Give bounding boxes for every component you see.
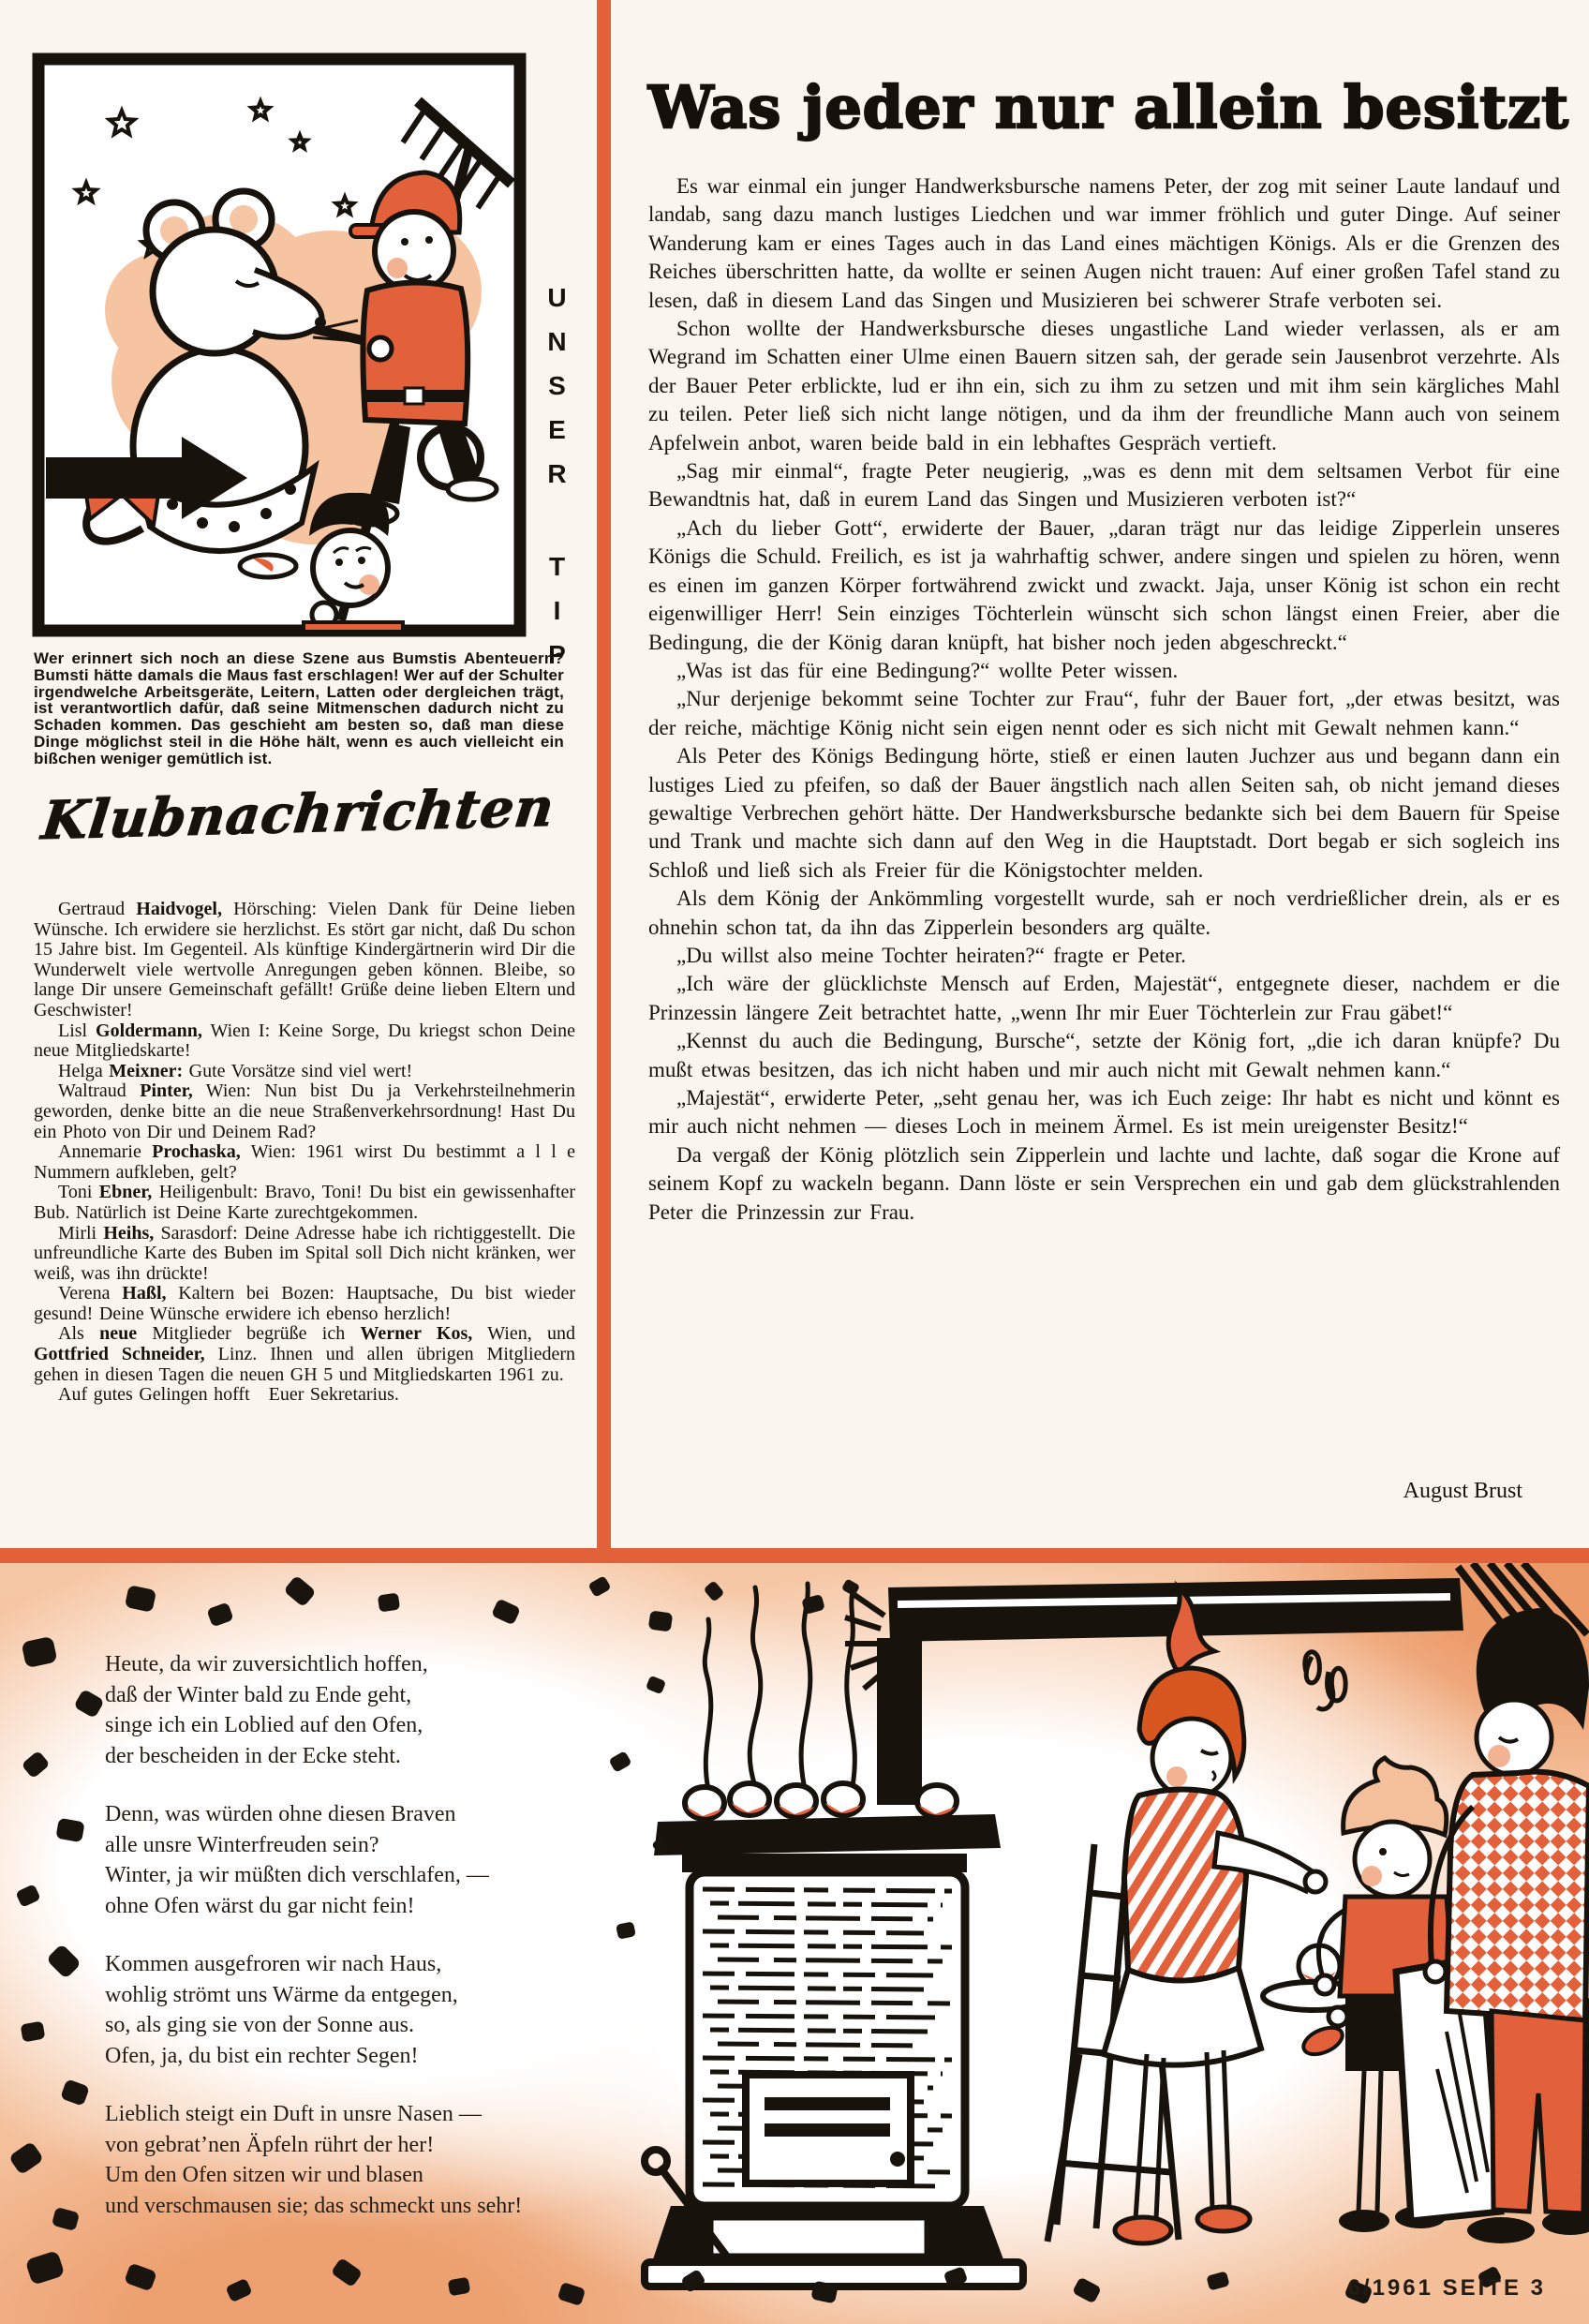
story-paragraph: Da vergaß der König plötzlich sein Zipperlein und lachte und lachte, daß sogar die Krone auf seinem Kopf zu wackeln begann. Dann löste er sein Versprechen ein und gab dem glückstrahlenden Peter die Prinzessin zur Frau. — [648, 1142, 1560, 1224]
ofen-poem — [105, 1649, 630, 2249]
bottom-feature — [0, 1563, 1589, 2324]
klub-news — [34, 900, 575, 1406]
horizontal-rule — [0, 1548, 1589, 1563]
klub-paragraph: Als neue Mitglieder begrüße ich Werner Kos, Wien, und Gottfried Schneider, Linz. Ihnen und allen übrigen Mitgliedern gehen in diesen Tagen die neuen GH 5 und Mitgliedskarten 1961 zu. — [34, 1323, 575, 1385]
cartoon-panel — [32, 52, 527, 637]
story-paragraph: Als dem König der Ankömmling vorgestellt wurde, sah er noch verdrießlicher drein, als er es ohnehin schon tat, da ihn das Zipperlein besonders arg quälte. — [648, 886, 1560, 939]
klub-paragraph: Mirli Heihs, Sarasdorf: Deine Adresse habe ich richtiggestellt. Die unfreundliche Karte des Buben im Spital soll Dich nicht kränken, wer weiß, was ihn drückte! — [34, 1222, 575, 1284]
story-author: August Brust — [1403, 1479, 1522, 1503]
story-paragraph: „Nur derjenige bekommt seine Tochter zur Frau“, fuhr der Bauer fort, „der etwas besitzt, was der reiche, mächtige König nicht sein eigen nennt oder es sich nicht mit Gewalt nehmen kann.“ — [648, 687, 1560, 739]
poem-stanza: Denn, was würden ohne diesen Braven alle unsre Winterfreuden sein? Winter, ja wir müßten dich verschlafen, — ohne Ofen wärst du gar nicht fein! — [105, 1802, 489, 1918]
story-paragraph: Als Peter des Königs Bedingung hörte, stieß er einen lauten Juchzer aus und begann dann ein lustiges Lied zu pfeifen, so daß der Bauer ängstlich nach allen Seiten sah, ob nicht jemand dieses gewaltige Verbrechen gehört hätte. Der Handwerksbursche bedankte sich bei dem Bauern für Speise und Trank und machte sich dann auf den Weg in die Hauptstadt. Dort begab er sich sogleich ins Schloß und ließ sich als Freier für die Königstochter melden. — [648, 744, 1560, 882]
poem-stanza: Lieblich steigt ein Duft in unsre Nasen — von gebrat’nen Äpfeln rührt der her! Um den Ofen sitzen wir und blasen und verschmausen sie; das schmeckt uns sehr! — [105, 2102, 523, 2218]
story-body — [648, 172, 1560, 1227]
artist-signature — [1305, 1652, 1345, 1709]
story-paragraph: Schon wollte der Handwerksbursche dieses ungastliche Land wieder verlassen, als er am Wegrand im Schatten einer Ulme einen Bauern sitzen sah, der gerade sein Jausenbrot verzehrte. Als der Bauer Peter erblickte, lud er ihn ein, sich zu ihm zu setzen und mit ihm sein kärgliches Mahl zu teilen. Peter ließ sich nicht lange nötigen, und da ihm der freundliche Mann auch von seinem Apfelwein anbot, waren beide bald in ein lebhaftes Gespräch vertieft. — [648, 317, 1560, 454]
klub-paragraph: Auf gutes Gelingen hofft Euer Sekretarius. — [58, 1384, 399, 1406]
story-title: Was jeder nur allein besitzt — [648, 73, 1569, 142]
klub-paragraph: Verena Haßl, Kaltern bei Bozen: Hauptsache, Du bist wieder gesund! Deine Wünsche erwidere ich ebenso herzlich! — [34, 1283, 575, 1324]
poem-stanza: Heute, da wir zuversichtlich hoffen, daß der Winter bald zu Ende geht, singe ich ein Loblied auf den Ofen, der bescheiden in der Ecke steht. — [105, 1652, 428, 1768]
story-paragraph: „Was ist das für eine Bedingung?“ wollte Peter wissen. — [676, 658, 1179, 682]
story-paragraph: „Sag mir einmal“, fragte Peter neugierig, „was es denn mit dem seltsamen Verbot für eine Bewandtnis hat, daß in eurem Land das Singen und Musizieren verboten ist?“ — [648, 459, 1560, 512]
unser-tip-label — [542, 283, 572, 684]
page-footer: 6/1961 SEITE 3 — [1347, 2275, 1546, 2301]
klub-paragraph: Annemarie Prochaska, Wien: 1961 wirst Du bestimmt a l l e Nummern aufkleben, gelt? — [34, 1141, 575, 1183]
story-paragraph: „Kennst du auch die Bedingung, Bursche“, setzte der König fort, „die ich daran knüpfe? Du mußt etwas besitzen, das ich nicht haben und mir auch nicht mit Gewalt nehmen kann.“ — [648, 1029, 1560, 1081]
story-paragraph: Es war einmal ein junger Handwerksbursche namens Peter, der zog mit seiner Laute landauf und landab, sang dazu manch lustiges Liedchen und war immer fröhlich und guter Dinge. Auf seiner Wanderung kam er eines Tages auch in das Land eines mächtigen Königs. Als er die Grenzen des Reiches überschritten hatte, da wollte er seinen Augen nicht trauen: Auf einer großen Tafel stand zu lesen, daß in diesem Land das Singen und Musizieren bei schwerer Strafe verboten sei. — [648, 174, 1560, 312]
story-paragraph: „Ach du lieber Gott“, erwiderte der Bauer, „daran trägt nur das leidige Zipperlein unseres Königs die Schuld. Freilich, es ist ja wahrhaftig schwer, andere singen und spielen zu hören, wenn es einen im ganzen Körper fortwährend zwickt und zwackt. Jaja, unser König ist schon ein recht eigenwilliger Herr! Sein einziges Töchterlein wünscht sich schon längst einen Freier, aber die Bedingung, die der König daran knüpft, hat bisher noch jeden abgeschreckt.“ — [648, 515, 1560, 654]
story-paragraph: „Du willst also meine Tochter heiraten?“ fragte er Peter. — [676, 943, 1186, 967]
cartoon-caption: Wer erinnert sich noch an diese Szene aus Bumstis Abenteuern? Bumsti hätte damals die Maus fast erschlagen! Wer auf der Schulter irgendwelche Arbeitsgeräte, Leitern, Latten oder dergleichen trägt, ist verantwortlich dafür, daß seine Mitmenschen dadurch nicht zu Schaden kommen. Das geschieht am besten so, daß man diese Dinge möglichst steil in die Höhe hält, wenn es auch vielleicht ein bißchen weniger gemütlich ist. — [34, 649, 564, 767]
stove — [645, 1814, 1023, 2287]
klub-paragraph: Waltraud Pinter, Wien: Nun bist Du ja Verkehrsteilnehmerin geworden, denke bitte an die neue Straßenverkehrsordnung! Hast Du ein Photo von Dir und Deinem Rad? — [34, 1080, 575, 1142]
klub-paragraph: Gertraud Haidvogel, Hörsching: Vielen Dank für Deine lieben Wünsche. Ich erwidere sie herzlichst. Es stört gar nicht, daß Du schon 15 Jahre bist. Im Gegenteil. Als künftige Kindergärtnerin wird Dir die Wunderwelt viele wertvolle Anregungen geben können. Bleibe, so lange Dir unsere Gemeinschaft gefällt! Grüße deine lieben Eltern und Geschwister! — [34, 899, 576, 1020]
column-divider — [597, 0, 611, 1549]
poem-stanza: Kommen ausgefroren wir nach Haus, wohlig strömt uns Wärme da entgegen, so, als ging sie von der Sonne aus. Ofen, ja, du bist ein rechter Segen! — [105, 1952, 458, 2068]
tip-word-unser: UNSER — [542, 283, 572, 503]
story-paragraph: „Ich wäre der glücklichste Mensch auf Erden, Majestät“, entgegnete dieser, nachdem er die Prinzessin längere Zeit betrachtet hatte, „wenn Ihr mir Euer Töchterlein zur Frau gäbet!“ — [648, 972, 1560, 1024]
klub-paragraph: Toni Ebner, Heiligenbult: Bravo, Toni! Du bist ein gewissenhafter Bub. Natürlich ist Deine Karte zurechtgekommen. — [34, 1182, 575, 1223]
smoke-icon — [705, 1584, 854, 1790]
bumsti-cartoon-illustration — [32, 52, 527, 637]
klub-paragraph: Lisl Goldermann, Wien I: Keine Sorge, Du kriegst schon Deine neue Mitgliedskarte! — [34, 1020, 575, 1062]
klub-paragraph: Helga Meixner: Gute Vorsätze sind viel wert! — [58, 1060, 413, 1081]
tip-word-tip: TIP — [542, 552, 572, 684]
klub-heading: Klubnachrichten — [38, 776, 558, 852]
story-paragraph: „Majestät“, erwiderte Peter, „seht genau her, was ich Euch zeige: Ihr habt es nicht und könnt es mir auch nicht nehmen — dieses Loch in meinem Ärmel. Es ist mein ureigenster Besitz!“ — [648, 1086, 1560, 1139]
